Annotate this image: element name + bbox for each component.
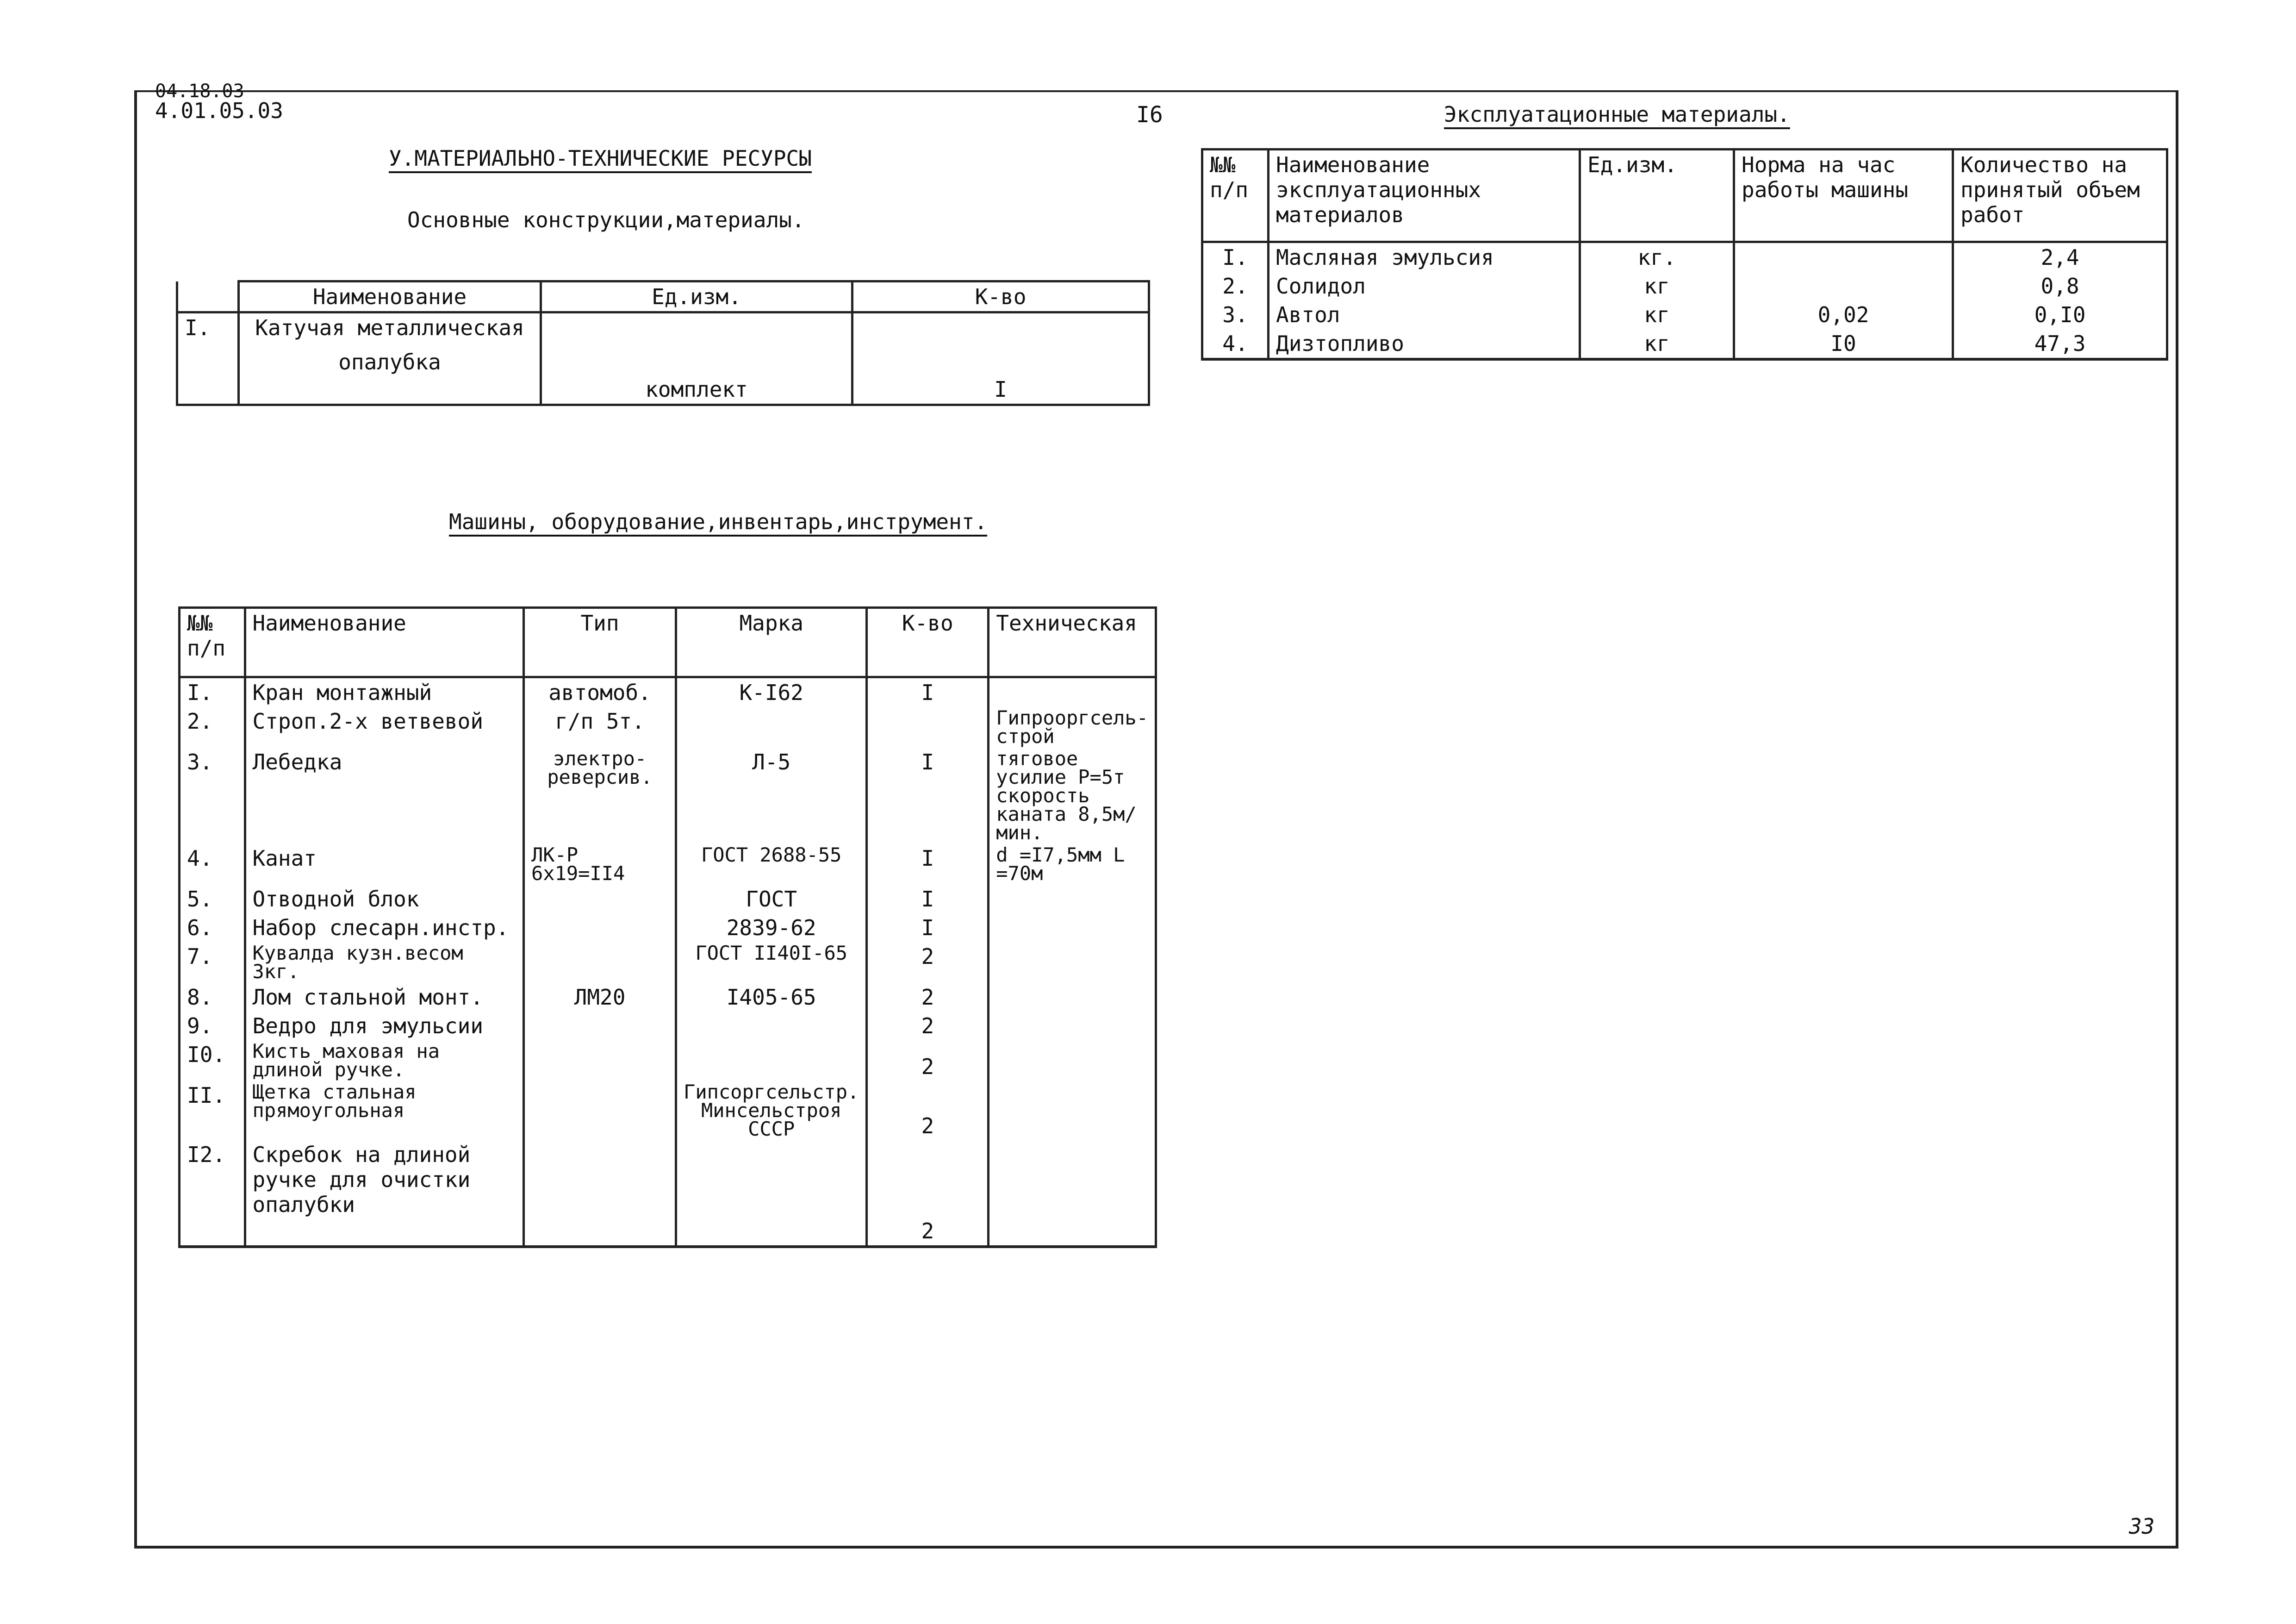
sheet-number: 33 bbox=[2129, 1514, 2155, 1539]
row-qty: I bbox=[867, 844, 989, 885]
row-name: Скребок на длиной ручке для очистки опалубки bbox=[245, 1140, 523, 1247]
table-row bbox=[180, 1040, 1156, 1081]
header-num: №№ п/п bbox=[180, 608, 245, 677]
row-number: 6. bbox=[180, 913, 245, 942]
table-row bbox=[180, 1140, 1156, 1247]
row-brand: ГОСТ bbox=[676, 885, 867, 913]
row-brand bbox=[676, 1012, 867, 1040]
row-brand bbox=[676, 1040, 867, 1081]
table-row bbox=[180, 1081, 1156, 1140]
row-tech bbox=[989, 983, 1156, 1012]
machines-title: Машины, оборудование,инвентарь,инструмент. bbox=[449, 509, 988, 534]
row-name: Дизтопливо bbox=[1269, 329, 1580, 359]
table-row bbox=[180, 677, 1156, 707]
table-row bbox=[180, 942, 1156, 983]
materials-subtitle: Основные конструкции,материалы. bbox=[407, 207, 805, 232]
row-type: электро-реверсив. bbox=[524, 748, 676, 844]
table-row bbox=[180, 913, 1156, 942]
consumables-title: Эксплуатационные материалы. bbox=[1444, 102, 1790, 127]
row-name: Лом стальной монт. bbox=[245, 983, 523, 1012]
row-tech bbox=[989, 913, 1156, 942]
row-norm bbox=[1734, 242, 1953, 272]
row-unit: кг bbox=[1580, 329, 1734, 359]
row-qty: 2 bbox=[867, 942, 989, 983]
row-brand: Л-5 bbox=[676, 748, 867, 844]
header-type: Тип bbox=[524, 608, 676, 677]
row-number: 3. bbox=[180, 748, 245, 844]
row-qty: I bbox=[867, 677, 989, 707]
consumables-table bbox=[1201, 148, 2168, 361]
table-header-row bbox=[177, 281, 1149, 312]
row-name: Солидол bbox=[1269, 272, 1580, 300]
row-type bbox=[524, 913, 676, 942]
table-row bbox=[180, 983, 1156, 1012]
row-name: Набор слесарн.инстр. bbox=[245, 913, 523, 942]
table-row bbox=[1202, 329, 2167, 359]
row-tech bbox=[989, 1140, 1156, 1247]
row-qty: 47,3 bbox=[1953, 329, 2167, 359]
row-qty: 2 bbox=[867, 983, 989, 1012]
header-tech: Техническая bbox=[989, 608, 1156, 677]
row-tech: d =I7,5мм L =70м bbox=[989, 844, 1156, 885]
row-number: I. bbox=[1202, 242, 1269, 272]
row-number: 4. bbox=[1202, 329, 1269, 359]
table-header-row bbox=[180, 608, 1156, 677]
document-code-top: 04.18.03 bbox=[155, 81, 244, 102]
row-number: 7. bbox=[180, 942, 245, 983]
row-number: 2. bbox=[180, 707, 245, 748]
row-qty: I bbox=[867, 913, 989, 942]
row-qty: I bbox=[867, 748, 989, 844]
header-cell: Наименование bbox=[239, 281, 541, 312]
row-qty: I bbox=[852, 312, 1149, 405]
row-number: I2. bbox=[180, 1140, 245, 1247]
row-name: Лебедка bbox=[245, 748, 523, 844]
header-brand: Марка bbox=[676, 608, 867, 677]
row-qty: 2 bbox=[867, 1081, 989, 1140]
row-brand bbox=[676, 1140, 867, 1247]
table-row bbox=[180, 1012, 1156, 1040]
row-name: Канат bbox=[245, 844, 523, 885]
row-tech bbox=[989, 1012, 1156, 1040]
row-brand: ГОСТ II40I-65 bbox=[676, 942, 867, 983]
row-name: Кувалда кузн.весом 3кг. bbox=[245, 942, 523, 983]
row-unit: кг bbox=[1580, 272, 1734, 300]
row-unit: кг. bbox=[1580, 242, 1734, 272]
row-unit: комплект bbox=[541, 312, 852, 405]
row-tech bbox=[989, 677, 1156, 707]
row-number: II. bbox=[180, 1081, 245, 1140]
row-type: автомоб. bbox=[524, 677, 676, 707]
row-type bbox=[524, 1012, 676, 1040]
row-number: 2. bbox=[1202, 272, 1269, 300]
row-type bbox=[524, 942, 676, 983]
header-qty: К-во bbox=[867, 608, 989, 677]
header-cell: Ед.изм. bbox=[541, 281, 852, 312]
row-name: Строп.2-х ветвевой bbox=[245, 707, 523, 748]
materials-table bbox=[176, 280, 1150, 406]
row-brand: К-I62 bbox=[676, 677, 867, 707]
row-tech: тяговое усилие P=5т скорость каната 8,5м/мин. bbox=[989, 748, 1156, 844]
row-type: ЛК-Р 6x19=II4 bbox=[524, 844, 676, 885]
header-unit: Ед.изм. bbox=[1580, 150, 1734, 242]
row-number: 4. bbox=[180, 844, 245, 885]
row-type bbox=[524, 1081, 676, 1140]
row-number: I. bbox=[180, 677, 245, 707]
row-brand: I405-65 bbox=[676, 983, 867, 1012]
row-number: 5. bbox=[180, 885, 245, 913]
row-name-line2: опалубка bbox=[338, 350, 441, 375]
table-row bbox=[180, 844, 1156, 885]
header-qty: Количество на принятый объем работ bbox=[1953, 150, 2167, 242]
row-number: 3. bbox=[1202, 300, 1269, 329]
row-tech bbox=[989, 1081, 1156, 1140]
page-number: I6 bbox=[1136, 102, 1163, 128]
row-tech bbox=[989, 1040, 1156, 1081]
row-type bbox=[524, 1140, 676, 1247]
table-row bbox=[1202, 300, 2167, 329]
row-tech bbox=[989, 885, 1156, 913]
header-num: №№ п/п bbox=[1202, 150, 1269, 242]
row-tech: Гипрооргсель-строй bbox=[989, 707, 1156, 748]
document-code: 4.01.05.03 bbox=[155, 98, 283, 123]
header-cell bbox=[177, 281, 239, 312]
row-number: I0. bbox=[180, 1040, 245, 1081]
row-name: Кран монтажный bbox=[245, 677, 523, 707]
row-norm bbox=[1734, 272, 1953, 300]
row-type bbox=[524, 885, 676, 913]
row-type bbox=[524, 1040, 676, 1081]
row-qty: 2 bbox=[867, 1140, 989, 1247]
row-qty: 2 bbox=[867, 1012, 989, 1040]
row-qty bbox=[867, 707, 989, 748]
row-qty: I bbox=[867, 885, 989, 913]
row-name: Ведро для эмульсии bbox=[245, 1012, 523, 1040]
row-type: г/п 5т. bbox=[524, 707, 676, 748]
row-norm: 0,02 bbox=[1734, 300, 1953, 329]
row-type: ЛМ20 bbox=[524, 983, 676, 1012]
row-name-line1: Катучая металлическая bbox=[255, 315, 524, 340]
section-title: У.МАТЕРИАЛЬНО-ТЕХНИЧЕСКИЕ РЕСУРСЫ bbox=[389, 146, 812, 171]
row-brand: Гипсоргсельстр. Минсельстроя СССР bbox=[676, 1081, 867, 1140]
row-number: 9. bbox=[180, 1012, 245, 1040]
row-norm: I0 bbox=[1734, 329, 1953, 359]
row-name: Кисть маховая на длиной ручке. bbox=[245, 1040, 523, 1081]
row-name: Щетка стальная прямоугольная bbox=[245, 1081, 523, 1140]
table-row bbox=[1202, 272, 2167, 300]
header-name: Наименование эксплуатационных материалов bbox=[1269, 150, 1580, 242]
row-name: Масляная эмульсия bbox=[1269, 242, 1580, 272]
row-brand bbox=[676, 707, 867, 748]
machines-table bbox=[178, 606, 1157, 1248]
row-qty: 0,I0 bbox=[1953, 300, 2167, 329]
row-name bbox=[239, 312, 541, 405]
row-unit: кг bbox=[1580, 300, 1734, 329]
header-norm: Норма на час работы машины bbox=[1734, 150, 1953, 242]
row-qty: 2 bbox=[867, 1040, 989, 1081]
header-name: Наименование bbox=[245, 608, 523, 677]
header-cell: К-во bbox=[852, 281, 1149, 312]
row-qty: 0,8 bbox=[1953, 272, 2167, 300]
table-row bbox=[180, 885, 1156, 913]
table-row bbox=[180, 748, 1156, 844]
row-number: I. bbox=[177, 312, 239, 405]
row-brand: 2839-62 bbox=[676, 913, 867, 942]
row-tech bbox=[989, 942, 1156, 983]
table-row bbox=[177, 312, 1149, 405]
table-header-row bbox=[1202, 150, 2167, 242]
row-qty: 2,4 bbox=[1953, 242, 2167, 272]
row-name: Автол bbox=[1269, 300, 1580, 329]
table-row bbox=[180, 707, 1156, 748]
row-number: 8. bbox=[180, 983, 245, 1012]
row-name: Отводной блок bbox=[245, 885, 523, 913]
table-row bbox=[1202, 242, 2167, 272]
row-brand: ГОСТ 2688-55 bbox=[676, 844, 867, 885]
